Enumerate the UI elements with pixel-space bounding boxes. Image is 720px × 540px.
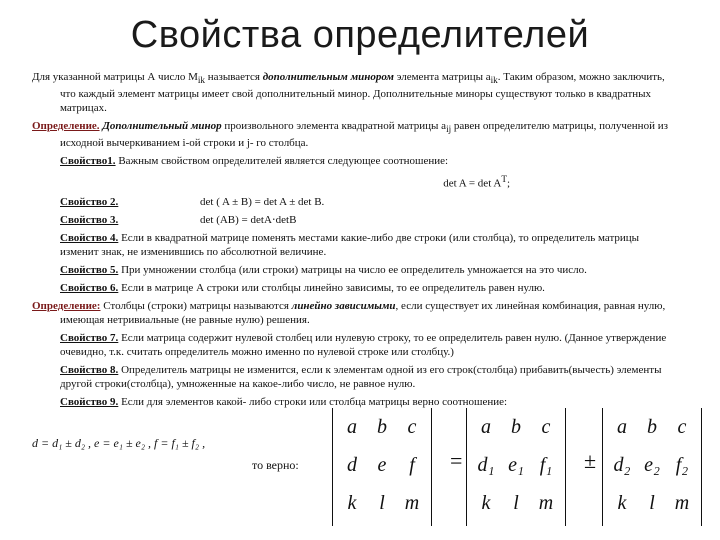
text: ; [506,178,510,191]
matrix-cell: f₁ [539,453,553,476]
matrix-cell: l [649,491,655,514]
property-label: Свойство 4. [60,232,119,245]
property-label: Свойство 3. [60,214,119,227]
determinant-right [602,408,702,526]
matrix-cell: d [347,453,357,476]
text: равен определителю матрицы, полученной из исходной вычеркиванием i-ой строки и j- го столбца. [60,120,668,150]
property-9 [32,395,680,409]
matrix-cell: a [347,415,357,438]
definition-label: Определение. [32,120,100,133]
matrix-cell: e [377,453,387,476]
matrix-cell: b [647,415,657,438]
property-8 [32,363,680,391]
property-label: Свойство 2. [60,196,119,209]
determinant-left [332,408,432,526]
term: Дополнительный минор [102,120,222,133]
property-label: Свойство 8. [60,364,119,377]
matrix-cell: f₂ [675,453,689,476]
plus-minus-sign: ± [584,448,597,473]
text: Если в матрице А строки или столбцы линейно зависимы, то ее определитель равен нулю. [118,282,545,295]
formula: det A = det A [443,178,502,191]
formula: det ( A ± B) = det A ± det B. [200,196,325,209]
matrix-cell: e₂ [644,453,660,476]
matrix-cell: k [347,491,357,514]
term: дополнительным минором [262,71,394,83]
matrix-cell: b [377,415,387,438]
property-label: Свойство1. [60,155,116,168]
matrix-cell: c [407,415,417,438]
formula: det (AB) = detA⋅detB [200,214,297,227]
determinant-middle [466,408,566,526]
property-1-formula [32,172,680,191]
definition-1 [32,119,680,150]
matrix-cell: l [513,491,519,514]
text: Столбцы (строки) матрицы называются [100,300,292,313]
property-label: Свойство 9. [60,396,119,409]
text: произвольного элемента квадратной матрицы a [221,120,447,133]
superscript: T [501,174,507,185]
text: элемента матрицы a [393,71,491,83]
text: При умножении столбца (или строки) матрицы на число ее определитель умножается на это число. [118,264,587,277]
property-3 [32,213,680,227]
matrix-cell: m [404,491,420,514]
subscript: ij [446,124,452,135]
document-body [32,70,680,413]
property-7 [32,331,680,359]
property-label: Свойство 7. [60,332,119,345]
text: Важным свойством определителей является следующее соотношение: [115,155,449,168]
matrix-cell: d₂ [613,453,631,476]
text: Если в квадратной матрице поменять местами какие-либо две строки (или столбца), то определитель матрицы изменит знак, не изменившись по абсолютной величине. [60,232,640,259]
matrix-cell: m [538,491,554,514]
subscript: ik [197,75,205,86]
matrix-cell: l [379,491,385,514]
equals-sign: = [450,448,463,473]
property-4 [32,231,680,259]
matrix-cell: b [511,415,521,438]
subscript: ik [490,75,498,86]
property-label: Свойство 6. [60,282,119,295]
property-1 [32,154,680,168]
text: . Таким образом, можно заключить, что каждый элемент матрицы имеет свой дополнительный минор. Дополнительные миноры существуют только в квадратных матрицах. [60,71,665,115]
text: Определитель матрицы не изменится, если к элементам одной из его строк(столбца) прибавить(вычесть) элементы другой строки(столбца), умноженные на какое-либо число, не равное нулю. [60,364,662,391]
property-2 [32,195,680,209]
matrix-cell: a [481,415,491,438]
text: называется [204,71,263,83]
matrix-cell: m [674,491,690,514]
text: Для указанной матрицы А число М [32,71,198,83]
determinant-identity [332,408,712,532]
property-6 [32,281,680,295]
then-true-label: то верно: [252,458,299,472]
matrix-cell: d₁ [477,453,495,476]
property-5 [32,263,680,277]
property-9-condition: d = d₁ ± d₂ , e = e₁ ± e₂ , f = f₁ ± f₂ , [32,436,206,450]
definition-2 [32,299,680,327]
matrix-cell: c [677,415,687,438]
matrix-cell: a [617,415,627,438]
property-label: Свойство 5. [60,264,119,277]
matrix-cell: f [409,453,415,476]
matrix-cell: k [617,491,627,514]
paragraph-minor [32,70,680,115]
text: Если матрица содержит нулевой столбец или нулевую строку, то ее определитель равен нулю. (Данное утверждение очевидно, т.к. считать определитель можно именно по нулевой строке или столбцу.) [60,332,667,359]
definition-label: Определение: [32,300,101,313]
text: Если для элементов какой- либо строки или столбца матрицы верно соотношение: [118,396,508,409]
matrix-cell: k [481,491,491,514]
text: , если существует их линейная комбинация, равная нулю, имеющая нетривиальные (не равные нулю) решения. [60,300,666,327]
page-title: Свойства определителей [130,14,590,56]
matrix-cell: c [541,415,551,438]
term: линейно зависимыми [291,300,396,313]
matrix-cell: e₁ [508,453,524,476]
